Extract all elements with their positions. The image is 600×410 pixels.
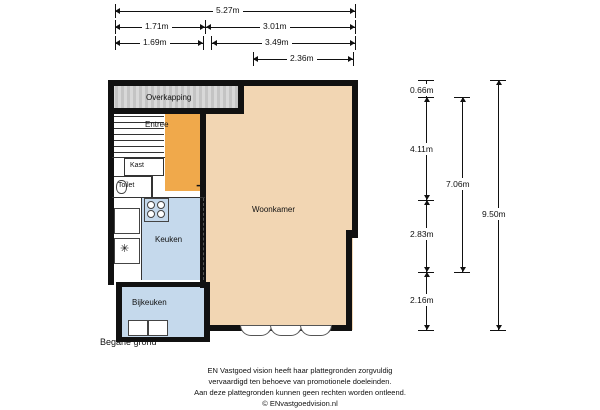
dim-arrow (206, 24, 211, 30)
dim-arrow (212, 40, 217, 46)
disclaimer (0, 366, 600, 410)
label-bijkeuken: Bijkeuken (132, 298, 167, 307)
disclaimer-line-2: vervaardigd ten behoeve van promotionele doeleinden. (208, 376, 392, 386)
dim-label-169: 1.69m (140, 37, 170, 47)
label-toilet: Toilet (118, 182, 135, 189)
wall-overkapping-bottom (108, 108, 244, 114)
dim-arrow (350, 40, 355, 46)
dim-label-950: 9.50m (482, 209, 506, 219)
dim-tick (418, 330, 434, 331)
dim-tick (454, 272, 470, 273)
dim-tick (203, 36, 204, 50)
dim-arrow (424, 272, 430, 277)
dim-arrow (496, 325, 502, 330)
dim-label-283: 2.83m (410, 229, 434, 239)
stair-step (114, 134, 164, 135)
dim-arrow (200, 24, 205, 30)
dim-label-066: 0.66m (410, 85, 434, 95)
bijkeuken-unit (148, 320, 168, 336)
dim-arrow (115, 40, 120, 46)
dim-label-216: 2.16m (410, 295, 434, 305)
dim-arrow (460, 267, 466, 272)
label-overkapping: Overkapping (146, 93, 192, 102)
dim-arrow (198, 40, 203, 46)
kookplaat (144, 198, 169, 222)
stair-step (114, 140, 164, 141)
dim-label-171: 1.71m (142, 21, 172, 31)
bijkeuken-unit (128, 320, 148, 336)
label-entree: Entree (145, 120, 169, 129)
line-kast-top (112, 157, 165, 158)
dim-arrow (424, 97, 430, 102)
wall-top-right (244, 80, 358, 86)
dim-arrow (350, 8, 355, 14)
dim-tick (355, 36, 356, 50)
terrasdeur (240, 325, 272, 336)
koelkast (114, 208, 140, 234)
dim-label-349: 3.49m (262, 37, 292, 47)
dim-arrow (460, 97, 466, 102)
line-toilet-right (152, 176, 153, 198)
label-woonkamer: Woonkamer (252, 205, 295, 214)
disclaimer-line-1: EN Vastgoed vision heeft haar plattegronden zorgvuldig (207, 366, 393, 375)
plan-title: Begane grond (100, 337, 157, 347)
dim-tick (353, 52, 354, 66)
dim-tick (490, 330, 506, 331)
dim-label-706: 7.06m (446, 179, 470, 189)
dim-arrow (348, 56, 353, 62)
dim-arrow (424, 325, 430, 330)
dim-tick (355, 4, 356, 18)
dim-arrow (350, 24, 355, 30)
apparaat (114, 238, 140, 264)
wall-top-left (108, 80, 244, 86)
label-keuken: Keuken (155, 235, 183, 244)
copyright: © ENvastgoedvision.nl (262, 398, 338, 408)
stair-step (114, 152, 164, 153)
dim-line (498, 80, 499, 330)
line-keuken-split (141, 198, 142, 280)
terrasdeur (300, 325, 332, 336)
dim-arrow (253, 56, 258, 62)
dim-label-527: 5.27m (213, 5, 243, 15)
dim-label-236: 2.36m (287, 53, 317, 63)
stair-step (114, 146, 164, 147)
wall-bijkeuken-top (116, 282, 210, 287)
dim-arrow (424, 200, 430, 205)
dim-arrow (115, 24, 120, 30)
dim-arrow (115, 8, 120, 14)
dim-arrow (496, 80, 502, 85)
wall-bijkeuken-right (204, 282, 210, 342)
terrasdeur (270, 325, 302, 336)
dim-label-411: 4.11m (410, 144, 433, 154)
wall-bijkeuken-left (116, 282, 122, 342)
wasmachine-icon: ✳ (120, 243, 130, 255)
stair-step (114, 116, 164, 117)
wall-right-lower (346, 230, 352, 330)
floorplan-drawing (100, 80, 360, 330)
opening-keuken-woonkamer (203, 198, 204, 280)
label-kast: Kast (130, 162, 145, 169)
wall-right-upper (352, 80, 358, 232)
deur-markering: ✛ (196, 179, 207, 193)
disclaimer-line-3: Aan deze plattegronden kunnen geen rechten worden ontleend. (194, 387, 406, 397)
dim-tick (355, 20, 356, 34)
dim-label-301: 3.01m (260, 21, 290, 31)
